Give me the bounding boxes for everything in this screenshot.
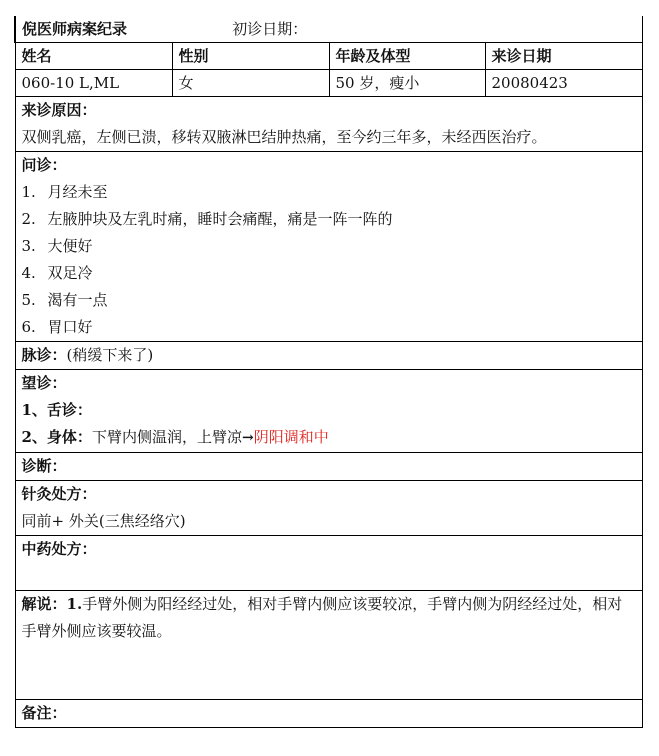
body-label: 2、身体： xyxy=(21,428,92,446)
info-value-row xyxy=(15,70,642,97)
list-item: 1. 月经未至 xyxy=(21,183,108,201)
record-title: 倪医师病案纪录 xyxy=(22,20,128,38)
inquiry-cell xyxy=(15,152,642,342)
body-line xyxy=(22,424,642,452)
list-item: 5. 渴有一点 xyxy=(21,291,108,309)
reason-label: 来诊原因： xyxy=(21,101,97,119)
notes-label: 备注： xyxy=(21,704,67,722)
notes-row xyxy=(15,700,642,728)
inquiry-label: 问诊： xyxy=(21,156,67,174)
tongue-label: 1、舌诊： xyxy=(21,401,92,419)
inquiry-list xyxy=(22,179,642,341)
observation-label: 望诊： xyxy=(21,374,67,392)
acupuncture-row xyxy=(15,481,642,536)
list-item: 2. 左腋肿块及左乳时痛，睡时会痛醒，痛是一阵一阵的 xyxy=(21,210,393,228)
acupuncture-label: 针灸处方： xyxy=(21,485,97,503)
arrow-right-icon: → xyxy=(241,430,254,446)
header-age-build: 年龄及体型 xyxy=(329,43,485,70)
list-item: 3. 大便好 xyxy=(21,237,93,255)
header-gender: 性别 xyxy=(172,43,329,70)
pulse-row xyxy=(15,342,642,370)
pulse-label: 脉诊： xyxy=(21,346,67,364)
diagnosis-row xyxy=(15,453,642,481)
first-visit-date-label: 初诊日期： xyxy=(232,20,308,38)
herbal-row xyxy=(15,536,642,591)
explanation-label: 解说： xyxy=(21,595,67,613)
case-record-table xyxy=(14,16,643,728)
title-row xyxy=(15,16,642,43)
reason-cell xyxy=(15,97,642,152)
header-visit-date: 来诊日期 xyxy=(485,43,642,70)
explanation-text: 手臂外侧为阳经经过处，相对手臂内侧应该要较凉，手臂内侧为阴经经过处，相对手臂外侧应该要较温。 xyxy=(21,595,623,640)
list-item: 4. 双足冷 xyxy=(21,264,93,282)
diagnosis-label: 诊断： xyxy=(21,457,67,475)
pulse-text: (稍缓下来了) xyxy=(66,346,154,364)
header-name: 姓名 xyxy=(15,43,172,70)
explanation-row xyxy=(15,591,642,700)
acupuncture-cell xyxy=(15,481,642,536)
info-header-row xyxy=(15,43,642,70)
value-gender: 女 xyxy=(172,70,329,97)
list-item: 6. 胃口好 xyxy=(21,318,93,336)
body-highlight: 阴阳调和中 xyxy=(253,428,329,446)
value-visit-date: 20080423 xyxy=(485,70,642,97)
pulse-cell xyxy=(15,342,642,370)
explanation-num: 1. xyxy=(66,595,83,613)
diagnosis-cell xyxy=(15,453,642,481)
value-age-build: 50 岁，瘦小 xyxy=(329,70,485,97)
body-text: 下臂内侧温润，上臂凉 xyxy=(91,428,242,446)
value-name: 060-10 L,ML xyxy=(15,70,172,97)
title-cell xyxy=(15,16,642,43)
herbal-cell xyxy=(15,536,642,591)
inquiry-row xyxy=(15,152,642,342)
case-record-page xyxy=(14,16,641,728)
acupuncture-text: 同前+ 外关(三焦经络穴) xyxy=(21,512,186,530)
observation-cell xyxy=(15,370,642,453)
reason-text: 双侧乳癌，左侧已溃，移转双腋淋巴结肿热痛，至今约三年多，未经西医治疗。 xyxy=(21,128,547,146)
notes-cell xyxy=(15,700,642,728)
explanation-cell xyxy=(15,591,642,700)
herbal-label: 中药处方： xyxy=(21,540,97,558)
reason-row xyxy=(15,97,642,152)
observation-row xyxy=(15,370,642,453)
